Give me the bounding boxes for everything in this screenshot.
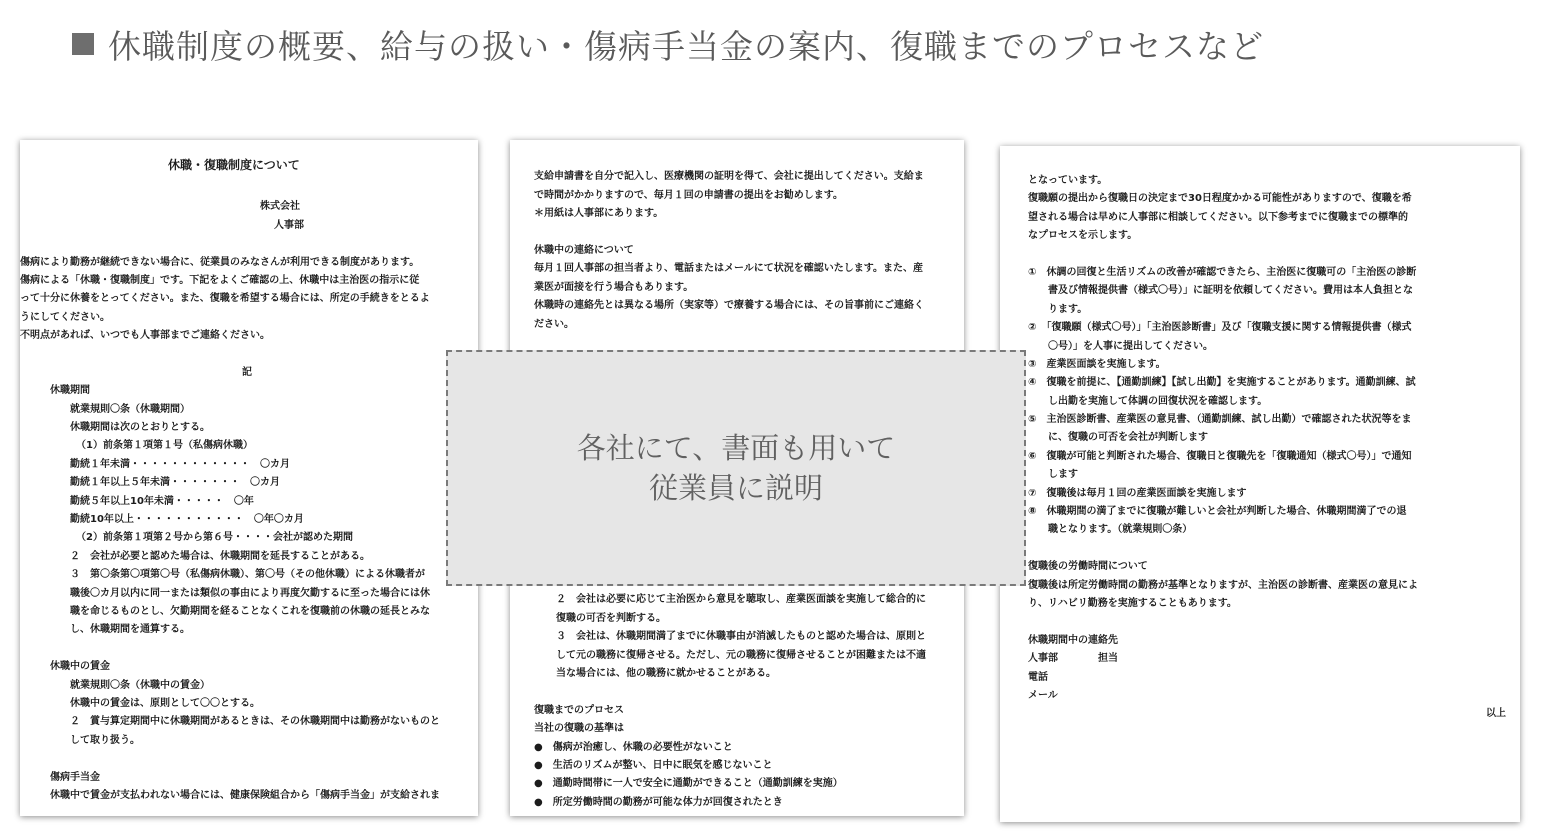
explanation-callout	[446, 350, 1026, 586]
document-line: 支給申請書を自分で記入し、医療機関の証明を得て、会社に提出してください。支給ま	[534, 171, 924, 183]
document-line: ① 休調の回復と生活リズムの改善が確認できたら、主治医に復職可の「主治医の診断	[1028, 266, 1417, 278]
document-line: 当な場合には、他の職務に就かせることがある。	[556, 667, 776, 679]
document-line: 就業規則〇条（休職期間）	[70, 403, 190, 415]
document-line: 復職までのプロセス	[534, 704, 624, 716]
document-line: ③ 産業医面談を実施します。	[1028, 358, 1166, 370]
document-line: 株式会社	[260, 201, 300, 213]
document-line: となっています。	[1028, 175, 1108, 186]
document-line: ● 傷病が治癒し、休職の必要性がないこと	[534, 741, 733, 753]
document-line: なプロセスを示します。	[1028, 230, 1138, 242]
callout-line-1: 各社にて、書面も用いて	[576, 431, 896, 465]
document-page-3	[1000, 146, 1520, 822]
heading-text: 休職制度の概要、給与の扱い・傷病手当金の案内、復職までのプロセスなど	[108, 26, 1264, 66]
document-line: ● 生活のリズムが整い、日中に眠気を感じないこと	[534, 759, 773, 771]
document-line: うにしてください。	[20, 311, 110, 323]
document-line: 傷病により勤務が継続できない場合に、従業員のみなさんが利用できる制度があります。	[20, 256, 420, 268]
document-line	[510, 224, 964, 242]
document-line: ● 通勤時間帯に一人で安全に通勤ができること（通勤訓練を実施）	[534, 778, 843, 790]
document-line: り、リハビリ勤務を実施することもあります。	[1028, 597, 1237, 609]
document-line: ⑤ 主治医診断書、産業医の意見書、（通勤訓練、試し出勤）で確認された状況等をま	[1028, 414, 1412, 426]
document-line: 休職・復職制度について	[168, 158, 300, 172]
document-line: して取り扱う。	[70, 734, 140, 746]
document-line: 休職中で賃金が支払われない場合には、健康保険組合から「傷病手当金」が支給されま	[50, 789, 440, 801]
document-line: 傷病による「休職・復職制度」です。下記をよくご確認の上、休職中は主治医の指示に従	[20, 274, 420, 286]
document-line: メール	[1028, 689, 1058, 701]
document-line: 〇号）」を人事に提出してください。	[1028, 340, 1213, 352]
document-page-1	[20, 140, 478, 816]
document-line: 記	[242, 366, 252, 378]
document-line: 職後〇カ月以内に同一または類似の事由により再度欠勤するに至った場合には休	[70, 587, 430, 599]
document-line	[510, 150, 964, 168]
document-line: ります。	[1028, 303, 1088, 315]
document-line: ② 「復職願（様式〇号）」「主治医診断書」及び「復職支援に関する情報提供書（様式	[1028, 322, 1412, 334]
document-line: 休職時の連絡先とは異なる場所（実家等）で療養する場合には、その旨事前にご連絡く	[534, 300, 924, 312]
document-line: 休職中の賃金	[50, 661, 110, 673]
document-line: ● 所定労働時間の勤務が可能な体力が回復されたとき	[534, 796, 783, 808]
document-line: 人事部 担当	[1028, 653, 1118, 665]
document-line	[1000, 246, 1520, 264]
document-line: 復職後の労働時間について	[1028, 561, 1148, 573]
document-line: 電話	[1028, 671, 1048, 683]
document-line	[20, 640, 478, 658]
document-line: って十分に休養をとってください。また、復職を希望する場合には、所定の手続きをとるよ	[20, 293, 430, 305]
document-line: 休職期間	[50, 385, 90, 397]
document-line: ３ 会社は、休職期間満了までに休職事由が消滅したものと認めた場合は、原則と	[556, 631, 926, 643]
document-line: 休職期間中の連絡先	[1028, 634, 1118, 646]
document-line: ２ 会社が必要と認めた場合は、休職期間を延長することがある。	[70, 550, 370, 562]
document-line: ⑥ 復職が可能と判断された場合、復職日と復職先を「復職通知（様式〇号）」で通知	[1028, 450, 1412, 462]
document-line: 勤続１年未満・・・・・・・・・・・・ 〇カ月	[70, 458, 290, 470]
document-line: 傷病手当金	[50, 771, 100, 783]
document-line	[20, 180, 478, 198]
document-line: 休職中の連絡について	[534, 244, 634, 256]
square-bullet-icon	[72, 33, 94, 55]
document-line: ３ 第〇条第〇項第〇号（私傷病休職）、第〇号（その他休職）による休職者が	[70, 569, 425, 581]
document-line: し、休職期間を通算する。	[70, 624, 190, 636]
callout-line-2: 従業員に説明	[648, 471, 823, 505]
document-line: ④ 復職を前提に、【通勤訓練】【試し出勤】を実施することがあります。通勤訓練、試	[1028, 377, 1416, 389]
document-line	[20, 750, 478, 768]
document-line	[1000, 540, 1520, 558]
document-line: します	[1028, 469, 1078, 481]
document-line: して元の職務に復帰させる。ただし、元の職務に復帰させることが困難または不適	[556, 649, 926, 661]
document-line: 職を命じるものとし、欠勤期間を経ることなくこれを復職前の休職の延長とみな	[70, 605, 430, 617]
document-line: ＊用紙は人事部にあります。	[534, 208, 664, 220]
document-line: し出勤を実施して体調の回復状況を確認します。	[1028, 395, 1268, 407]
document-line: 業医が面接を行う場合もあります。	[534, 281, 694, 293]
document-line: （2）前条第１項第２号から第６号・・・・会社が認めた期間	[76, 532, 353, 544]
document-line: 以上	[1486, 708, 1506, 720]
slide-heading	[72, 14, 1512, 74]
document-line: 休職期間は次のとおりとする。	[70, 422, 210, 434]
document-line: ２ 賞与算定期間中に休職期間があるときは、その休職期間中は勤務がないものと	[70, 716, 440, 728]
document-line: 就業規則〇条（休職中の賃金）	[70, 679, 210, 691]
document-line: 復職の可否を判断する。	[556, 612, 666, 624]
document-line: 復職後は所定労働時間の勤務が基準となりますが、主治医の診断書、産業医の意見によ	[1028, 579, 1418, 591]
document-line	[510, 683, 964, 701]
document-line	[1000, 613, 1520, 631]
document-line: 勤続５年以上10年未満・・・・・ 〇年	[70, 495, 254, 507]
document-line: 休職中の賃金は、原則として〇〇とする。	[70, 697, 260, 709]
document-line: 人事部	[274, 219, 304, 231]
document-line: 書及び情報提供書（様式〇号）」に証明を依頼してください。費用は本人負担とな	[1028, 285, 1413, 297]
document-line: 復職願の提出から復職日の決定まで30日程度かかる可能性がありますので、復職を希	[1028, 193, 1412, 205]
document-line	[20, 346, 478, 364]
document-line: 毎月１回人事部の担当者より、電話またはメールにて状況を確認いたします。また、産	[534, 263, 923, 275]
document-line: ⑧ 休職期間の満了までに復職が難しいと会社が判断した場合、休職期間満了での退	[1028, 506, 1407, 518]
document-line: で時間がかかりますので、毎月１回の申請書の提出をお勧めします。	[534, 189, 843, 201]
document-line: （1）前条第１項第１号（私傷病休職）	[76, 440, 253, 452]
document-line: ⑦ 復職後は毎月１回の産業医面談を実施します	[1028, 487, 1247, 499]
document-line: に、復職の可否を会社が判断します	[1028, 432, 1208, 444]
document-line: 勤続10年以上・・・・・・・・・・・ 〇年〇カ月	[70, 514, 304, 526]
document-line: 職となります。（就業規則〇条）	[1028, 524, 1193, 536]
document-line	[20, 235, 478, 253]
document-line: 望される場合は早めに人事部に相談してください。以下参考までに復職までの標準的	[1028, 211, 1408, 223]
document-line: ださい。	[534, 318, 574, 330]
document-line: 不明点があれば、いつでも人事部までご連絡ください。	[20, 330, 270, 342]
document-line: ２ 会社は必要に応じて主治医から意見を聴取し、産業医面談を実施して総合的に	[556, 594, 926, 606]
document-line: 勤続１年以上５年未満・・・・・・・ 〇カ月	[70, 477, 280, 489]
document-line: 当社の復職の基準は	[534, 723, 624, 735]
